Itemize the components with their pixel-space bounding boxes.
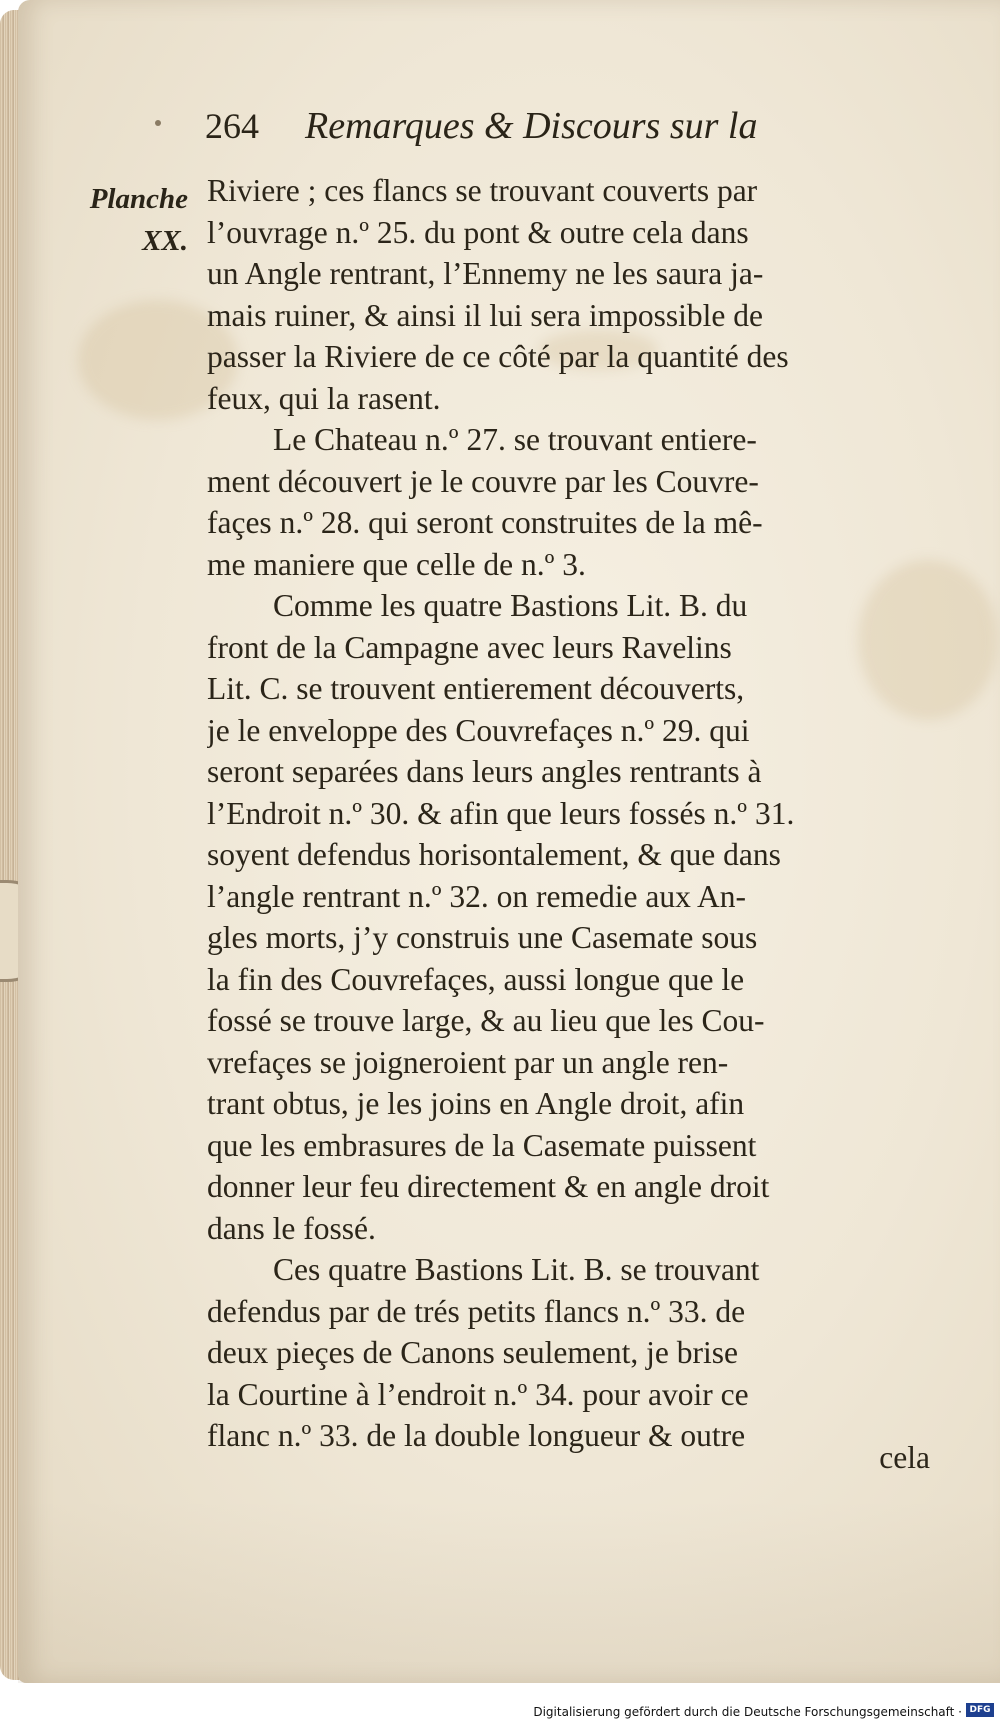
text-line: Riviere ; ces flancs se trouvant couverts par: [207, 173, 758, 208]
ink-spot: [155, 120, 161, 126]
text-line: ment découvert je le couvre par les Couvre-: [207, 463, 759, 499]
text-line: que les embrasures de la Casemate puissent: [207, 1127, 757, 1163]
body-text: [207, 170, 929, 1457]
text-line: Lit. C. se trouvent entierement découverts,: [207, 671, 745, 706]
text-line: la Courtine à l’endroit n.º 34. pour avoir ce: [207, 1376, 749, 1412]
page-shadow: [18, 1500, 1000, 1683]
text-line: front de la Campagne avec leurs Ravelins: [207, 629, 732, 665]
text-line: vrefaçes se joigneroient par un angle ren-: [207, 1044, 729, 1080]
text-line: l’Endroit n.º 30. & afin que leurs fossés n.º 31.: [207, 795, 795, 831]
paragraph: [207, 170, 929, 419]
margin-note-number: XX.: [142, 225, 188, 257]
dfg-logo: DFG: [966, 1703, 994, 1717]
text-line: fossé se trouve large, & au lieu que les Cou-: [207, 1003, 765, 1038]
running-header: [205, 104, 825, 148]
text-line: defendus par de trés petits flancs n.º 33. de: [207, 1293, 746, 1329]
text-line: feux, qui la rasent.: [207, 380, 441, 416]
text-line: passer la Riviere de ce côté par la quantité des: [207, 339, 789, 374]
text-line: façes n.º 28. qui seront construites de la mê-: [207, 505, 763, 540]
text-line: gles morts, j’y construis une Casemate sous: [207, 920, 758, 955]
text-line: Ces quatre Bastions Lit. B. se trouvant: [273, 1252, 760, 1287]
text-line: trant obtus, je les joins en Angle droit, afin: [207, 1086, 745, 1121]
text-line: flanc n.º 33. de la double longueur & outre: [207, 1418, 746, 1453]
text-line: l’ouvrage n.º 25. du pont & outre cela dans: [207, 214, 749, 250]
paragraph: [207, 1249, 929, 1457]
text-line: je le enveloppe des Couvrefaçes n.º 29. qui: [207, 712, 750, 748]
catchword: cela: [879, 1440, 930, 1475]
margin-note: [78, 178, 188, 262]
text-line: seront separées dans leurs angles rentrants à: [207, 754, 762, 789]
text-line: deux pieçes de Canons seulement, je brise: [207, 1335, 738, 1370]
text-line: mais ruiner, & ainsi il lui sera impossible de: [207, 297, 764, 333]
running-title: Remarques & Discours sur la: [305, 105, 758, 147]
page-number: 264: [205, 106, 259, 146]
text-line: l’angle rentrant n.º 32. on remedie aux An-: [207, 878, 746, 914]
text-line: un Angle rentrant, l’Ennemy ne les saura ja-: [207, 256, 764, 291]
paragraph: [207, 585, 929, 1249]
text-line: soyent defendus horisontalement, & que dans: [207, 837, 781, 872]
digitization-credit: Digitalisierung gefördert durch die Deutsche Forschungsgemeinschaft ·: [533, 1705, 962, 1719]
text-line: Comme les quatre Bastions Lit. B. du: [273, 588, 748, 623]
text-line: donner leur feu directement & en angle droit: [207, 1169, 770, 1204]
margin-note-plate: Planche: [89, 183, 188, 215]
text-line: me maniere que celle de n.º 3.: [207, 546, 586, 582]
text-line: la fin des Couvrefaçes, aussi longue que le: [207, 961, 745, 997]
text-line: Le Chateau n.º 27. se trouvant entiere-: [273, 422, 757, 457]
text-line: dans le fossé.: [207, 1210, 376, 1246]
paragraph: [207, 419, 929, 585]
